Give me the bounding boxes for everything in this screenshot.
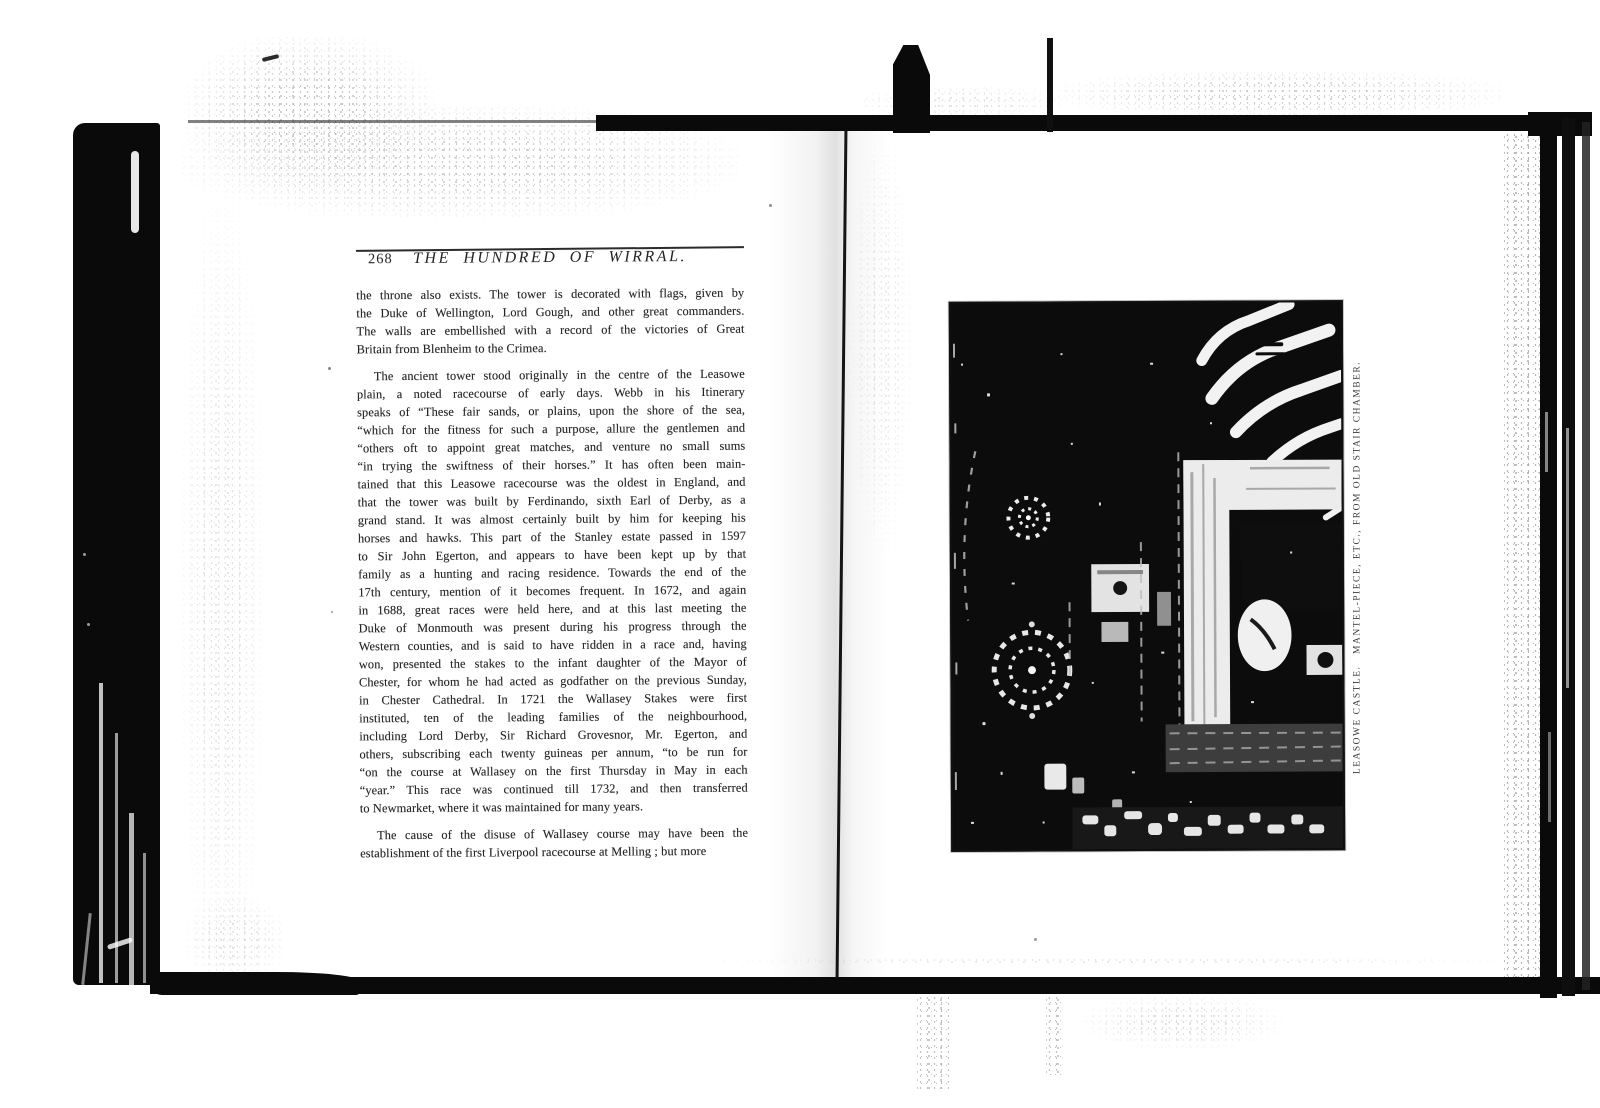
page-edge-streak [1545,412,1548,472]
text-line: Britain from Blenheim to the Crimea. [356,341,547,357]
scan-noise-above-bar [1055,70,1505,118]
text-line: “which for the fitness for such a purpose, allure the gentlemen and [357,420,746,438]
ribbon-mark [1047,38,1053,132]
text-line: speaks of “These fair sands, or plains, upon the shore of the sea, [357,402,746,420]
plate-caption: LEASOWE CASTLE. MANTEL-PIECE, ETC., FROM OLD STAIR CHAMBER. [1352,360,1363,775]
text-line: plain, a noted racecourse of early days. Webb in his Itinerary [356,384,746,402]
page-edge-dot [83,553,86,556]
text-line: grand stand. It was almost certainly built by him for keeping his [357,510,746,528]
text-line: Chester, for whom he had acted as godfather on the previous Sunday, [358,672,748,690]
bookmark-tab [893,45,930,133]
carpet-strip [1072,806,1343,849]
text-line: “year.” This race was continued till 1732, and then transferred [359,780,748,798]
text-line: 17th century, mention of it becomes frequent. In 1672, and again [358,582,747,600]
page-edge-streak [99,683,103,983]
page-edge-streak [1566,428,1569,688]
text-line: that the tower was built by Ferdinando, sixth Earl of Derby, as a [357,492,746,510]
smudge-below-bar-2 [1046,995,1063,1075]
text-line: the throne also exists. The tower is decorated with flags, given by [356,285,745,303]
page-number: 268 [367,251,393,268]
paper-speck [331,611,333,613]
scan-noise-right-edge [1504,132,1544,988]
scan-noise-above-spine [855,85,1065,119]
paragraph [357,365,748,818]
text-line: tained that this Leasowe racecourse was the oldest in England, and [357,474,746,492]
paper-speck [1034,938,1037,941]
text-line: The ancient tower stood originally in the centre of the Leasowe [373,366,745,384]
text-line: horses and hawks. This part of the Stanley estate passed in 1597 [357,528,747,546]
text-block [356,284,748,863]
text-line: to Sir John Egerton, and appears to have been kept up by that [358,546,747,564]
smudge-below-bar-3 [1082,995,1282,1049]
text-line: to Newmarket, where it was maintained for many years. [359,799,644,816]
text-line: “on the course at Wallasey on the first Thursday in May in each [359,762,748,780]
text-line: The walls are embellished with a record of the victories of Great [356,321,745,339]
scan-noise-left-margin [180,200,265,990]
book-top-edge [596,115,1592,131]
text-line: Duke of Monmouth was present during his progress through the [358,618,747,636]
photo-plate [949,300,1345,852]
smudge-below-bar-1 [917,995,949,1091]
text-line: family as a hunting and racing residence. Towards the end of the [358,564,747,582]
page-edge-dot [87,623,90,626]
text-line: others, subscribing each twenty guineas per annum, “to be run for [359,744,748,762]
text-line: “others oft to appoint great matches, and venture no small sums [357,438,746,456]
mantelpiece-photo [951,302,1343,850]
left-page [356,221,748,863]
book-left-edge [73,123,160,985]
paragraph [356,284,744,359]
text-line: The cause of the disuse of Wallasey course may have been the [376,825,749,843]
text-line: including Lord Derby, Sir Richard Grovesnor, Mr. Egerton, and [359,726,748,744]
page-edge-streak [131,151,139,233]
page-edge-streak [129,813,134,985]
book-right-edge-3 [1582,122,1590,990]
running-title: THE HUNDRED OF WIRRAL. [413,248,688,267]
text-line: Western counties, and is said to have ridden in a race and, having [358,636,747,654]
gutter-shadow [768,128,888,980]
book-top-edge-thin [188,120,608,123]
page-edge-streak [81,913,92,985]
book-right-edge-2 [1562,118,1575,996]
text-line: won, presented the stakes to the infant daughter of the Mayor of [358,654,747,672]
text-line: establishment of the first Liverpool racecourse at Melling ; but more [360,843,707,861]
text-line: “in trying the swiftness of their horses.” It has often been main- [357,456,746,474]
paper-speck [769,204,772,207]
running-head [356,247,744,276]
paper-speck [328,367,331,370]
mantel-shelf [1166,724,1343,773]
text-line: the Duke of Wellington, Lord Gough, and other great commanders. [356,303,745,321]
page-edge-streak [143,853,146,983]
side-box [1306,645,1342,675]
text-line: in 1688, great races were held here, and at this last meeting the [358,600,747,618]
page-edge-streak [1548,732,1551,822]
paragraph [360,824,748,863]
text-line: instituted, ten of the leading families of the neighbourhood, [359,708,748,726]
book-right-edge [1540,112,1557,998]
text-line: in Chester Cathedral. In 1721 the Wallasey Stakes were first [359,690,748,708]
